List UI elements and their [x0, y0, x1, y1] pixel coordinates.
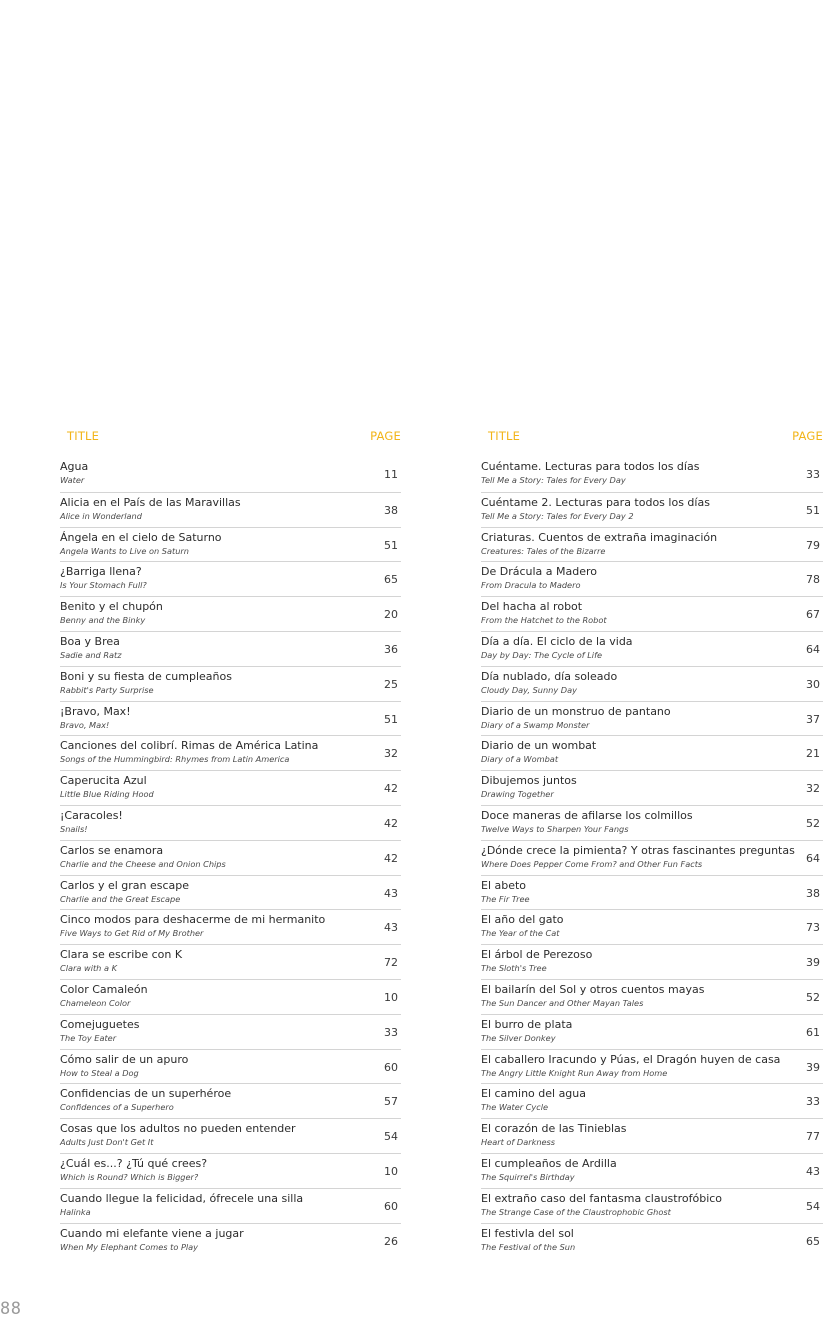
spanish-title: Cómo salir de un apuro: [60, 1052, 189, 1066]
page-column-heading: PAGE: [370, 429, 401, 443]
title-column-heading: TITLE: [67, 429, 100, 443]
page-ref: 33: [384, 1025, 398, 1039]
english-title: Benny and the Binky: [60, 615, 146, 626]
page-ref: 57: [384, 1095, 398, 1109]
index-entry: [481, 457, 823, 492]
spanish-title: Cinco modos para deshacerme de mi hermanito: [60, 913, 326, 927]
index-entry: [481, 944, 823, 979]
index-entry: [481, 1153, 823, 1188]
page-ref: 21: [806, 747, 820, 761]
spanish-title: Cuéntame. Lecturas para todos los días: [481, 460, 700, 473]
index-entry: [481, 561, 823, 596]
spanish-title: Caperucita Azul: [60, 774, 147, 788]
english-title: The Water Cycle: [481, 1102, 549, 1113]
index-entry: [60, 979, 401, 1014]
english-title: How to Steal a Dog: [60, 1067, 139, 1078]
index-entry: [60, 735, 401, 770]
spanish-title: ¿Cuál es...? ¿Tú qué crees?: [60, 1156, 208, 1170]
page-ref: 43: [384, 886, 398, 900]
title-column-heading: TITLE: [488, 429, 521, 443]
page-ref: 39: [806, 1060, 820, 1074]
index-entry: [481, 909, 823, 944]
english-title: Chameleon Color: [60, 997, 131, 1008]
index-entry: [60, 1049, 401, 1084]
page-number: 88: [0, 1299, 22, 1319]
index-entry: [481, 596, 823, 631]
index-entry: [60, 805, 401, 840]
english-title: When My Elephant Comes to Play: [60, 1241, 199, 1252]
spanish-title: Boa y Brea: [60, 634, 120, 648]
index-entry: [481, 770, 823, 805]
page-ref: 43: [384, 921, 398, 935]
spanish-title: El extraño caso del fantasma claustrofóbico: [481, 1191, 723, 1205]
english-title: Drawing Together: [481, 789, 554, 800]
index-entry: [481, 666, 823, 701]
index-entry: [60, 1223, 401, 1258]
spanish-title: Benito y el chupón: [60, 600, 163, 614]
spanish-title: Diario de un monstruo de pantano: [481, 704, 671, 718]
english-title: The Strange Case of the Claustrophobic Ghost: [481, 1206, 671, 1217]
spanish-title: El cumpleaños de Ardilla: [481, 1156, 617, 1170]
spanish-title: El camino del agua: [481, 1087, 586, 1101]
page-ref: 43: [806, 1164, 820, 1178]
spanish-title: Día nublado, día soleado: [481, 669, 618, 683]
english-title: The Sloth's Tree: [481, 963, 547, 974]
english-title: Bravo, Max!: [60, 719, 110, 730]
spanish-title: Criaturas. Cuentos de extraña imaginación: [481, 530, 718, 544]
index-entry: [481, 492, 823, 527]
page-ref: 33: [806, 468, 820, 481]
english-title: Angela Wants to Live on Saturn: [60, 545, 189, 556]
index-entry: [60, 944, 401, 979]
index-entry: [60, 1188, 401, 1223]
page-column-heading: PAGE: [792, 429, 823, 443]
spanish-title: Alicia en el País de las Maravillas: [60, 495, 241, 509]
spanish-title: Ángela en el cielo de Saturno: [60, 530, 222, 544]
spanish-title: El árbol de Perezoso: [481, 948, 593, 962]
english-title: Where Does Pepper Come From? and Other Fun Facts: [481, 858, 703, 869]
spanish-title: El corazón de las Tinieblas: [481, 1122, 627, 1136]
english-title: The Year of the Cat: [481, 928, 560, 939]
page-ref: 42: [384, 782, 398, 796]
page-ref: 30: [806, 677, 820, 691]
spanish-title: De Drácula a Madero: [481, 565, 598, 579]
english-title: Adults Just Don't Get It: [60, 1137, 154, 1148]
index-entry: [60, 840, 401, 875]
spanish-title: Diario de un wombat: [481, 739, 597, 753]
index-entry: [481, 1223, 823, 1258]
spanish-title: Canciones del colibrí. Rimas de América Latina: [60, 739, 319, 753]
english-title: From the Hatchet to the Robot: [481, 615, 607, 626]
spanish-title: Carlos se enamora: [60, 843, 164, 857]
spanish-title: Clara se escribe con K: [60, 948, 183, 962]
spanish-title: ¡Caracoles!: [60, 808, 123, 822]
page-ref: 61: [806, 1025, 820, 1039]
page-ref: 64: [806, 642, 820, 656]
index-entry: [481, 1083, 823, 1118]
index-entry: [60, 492, 401, 527]
index-entry: [60, 875, 401, 910]
page-ref: 32: [806, 782, 820, 796]
page-ref: 78: [806, 573, 820, 587]
index-entry: [481, 979, 823, 1014]
spanish-title: ¿Dónde crece la pimienta? Y otras fascinantes preguntas: [481, 843, 795, 857]
page-ref: 64: [806, 851, 820, 865]
page-ref: 60: [384, 1199, 398, 1213]
index-entry: [60, 631, 401, 666]
english-title: Five Ways to Get Rid of My Brother: [60, 928, 204, 939]
english-title: Rabbit's Party Surprise: [60, 684, 154, 695]
index-entry: [60, 561, 401, 596]
spanish-title: Cuando mi elefante viene a jugar: [60, 1226, 244, 1240]
spanish-title: Cosas que los adultos no pueden entender: [60, 1122, 296, 1136]
english-title: The Festival of the Sun: [481, 1241, 576, 1252]
page-ref: 72: [384, 956, 398, 970]
page-ref: 38: [384, 503, 398, 517]
spanish-title: Carlos y el gran escape: [60, 878, 190, 892]
page-ref: 67: [806, 608, 820, 622]
index-entry: [60, 666, 401, 701]
english-title: Sadie and Ratz: [60, 649, 122, 660]
english-title: Cloudy Day, Sunny Day: [481, 684, 577, 695]
english-title: Confidences of a Superhero: [60, 1102, 174, 1113]
english-title: Creatures: Tales of the Bizarre: [481, 545, 606, 556]
spanish-title: Doce maneras de afilarse los colmillos: [481, 808, 693, 822]
index-entry: [60, 1014, 401, 1049]
spanish-title: Color Camaleón: [60, 982, 148, 996]
page-ref: 42: [384, 851, 398, 865]
page-ref: 51: [384, 712, 398, 726]
english-title: Songs of the Hummingbird: Rhymes from Latin America: [60, 754, 290, 765]
page-ref: 32: [384, 747, 398, 761]
english-title: The Fir Tree: [481, 893, 530, 904]
index-entry: [60, 909, 401, 944]
english-title: The Sun Dancer and Other Mayan Tales: [481, 997, 644, 1008]
spanish-title: El caballero Iracundo y Púas, el Dragón huyen de casa: [481, 1052, 781, 1066]
page-ref: 52: [806, 816, 820, 830]
english-title: The Angry Little Knight Run Away from Home: [481, 1067, 668, 1078]
english-title: Water: [60, 475, 85, 485]
page-ref: 36: [384, 642, 398, 656]
spanish-title: El abeto: [481, 878, 527, 892]
page-ref: 42: [384, 816, 398, 830]
english-title: Snails!: [60, 823, 88, 834]
index-entry: [60, 770, 401, 805]
page-ref: 52: [806, 990, 820, 1004]
page-ref: 51: [806, 503, 820, 517]
page-ref: 73: [806, 921, 820, 935]
page-ref: 33: [806, 1095, 820, 1109]
english-title: Is Your Stomach Full?: [60, 580, 147, 591]
english-title: Charlie and the Cheese and Onion Chips: [60, 858, 226, 869]
index-entry: [60, 596, 401, 631]
spanish-title: Agua: [60, 460, 89, 473]
english-title: Diary of a Wombat: [481, 754, 559, 765]
english-title: Twelve Ways to Sharpen Your Fangs: [481, 823, 629, 834]
index-entry: [481, 735, 823, 770]
english-title: Halinka: [60, 1206, 91, 1217]
index-entry: [481, 875, 823, 910]
english-title: The Toy Eater: [60, 1032, 117, 1043]
index-entry: [481, 527, 823, 562]
english-title: Diary of a Swamp Monster: [481, 719, 590, 730]
page-ref: 65: [384, 573, 398, 587]
english-title: Clara with a K: [60, 963, 117, 974]
spanish-title: Boni y su fiesta de cumpleaños: [60, 669, 232, 683]
spanish-title: Día a día. El ciclo de la vida: [481, 634, 633, 648]
page-ref: 54: [806, 1199, 820, 1213]
english-title: Tell Me a Story: Tales for Every Day 2: [481, 510, 634, 521]
index-column-left: [60, 427, 401, 1257]
index-entry: [60, 457, 401, 492]
index-entry: [60, 1083, 401, 1118]
page-ref: 11: [384, 468, 398, 481]
index-entry: [481, 1118, 823, 1153]
spanish-title: El burro de plata: [481, 1017, 573, 1031]
entry-list: [60, 457, 401, 1257]
index-entry: [60, 1153, 401, 1188]
spanish-title: Del hacha al robot: [481, 600, 583, 614]
spanish-title: Cuéntame 2. Lecturas para todos los días: [481, 495, 710, 509]
page-ref: 77: [806, 1130, 820, 1144]
index-entry: [60, 1118, 401, 1153]
column-header: [60, 427, 401, 443]
english-title: Charlie and the Great Escape: [60, 893, 181, 904]
page-ref: 39: [806, 956, 820, 970]
page-ref: 10: [384, 1164, 398, 1178]
spanish-title: ¡Bravo, Max!: [60, 704, 131, 718]
spanish-title: Cuando llegue la felicidad, ófrecele una silla: [60, 1191, 304, 1205]
index-entry: [481, 805, 823, 840]
page-ref: 25: [384, 677, 398, 691]
english-title: Which is Round? Which is Bigger?: [60, 1171, 199, 1182]
index-column-right: [481, 427, 823, 1257]
spanish-title: El festivla del sol: [481, 1226, 574, 1240]
column-header: [481, 427, 823, 443]
spanish-title: Comejuguetes: [60, 1017, 140, 1031]
index-entry: [481, 701, 823, 736]
spanish-title: El bailarín del Sol y otros cuentos mayas: [481, 982, 705, 996]
page-ref: 65: [806, 1234, 820, 1248]
index-entry: [481, 1014, 823, 1049]
english-title: Day by Day: The Cycle of Life: [481, 649, 603, 660]
english-title: Heart of Darkness: [481, 1137, 556, 1148]
page-ref: 38: [806, 886, 820, 900]
english-title: The Squirrel's Birthday: [481, 1171, 575, 1182]
index-entry: [60, 701, 401, 736]
english-title: Little Blue Riding Hood: [60, 789, 154, 800]
english-title: The Silver Donkey: [481, 1032, 556, 1043]
page-ref: 54: [384, 1130, 398, 1144]
page-ref: 51: [384, 538, 398, 552]
english-title: Tell Me a Story: Tales for Every Day: [481, 475, 626, 485]
page-ref: 20: [384, 608, 398, 622]
page-ref: 37: [806, 712, 820, 726]
page-ref: 60: [384, 1060, 398, 1074]
spanish-title: Dibujemos juntos: [481, 774, 577, 788]
page-ref: 79: [806, 538, 820, 552]
page-ref: 26: [384, 1234, 398, 1248]
page-ref: 10: [384, 990, 398, 1004]
index-entry: [481, 1188, 823, 1223]
spanish-title: Confidencias de un superhéroe: [60, 1087, 232, 1101]
english-title: From Dracula to Madero: [481, 580, 581, 591]
index-entry: [60, 527, 401, 562]
english-title: Alice in Wonderland: [60, 510, 142, 521]
spanish-title: El año del gato: [481, 913, 564, 927]
index-entry: [481, 1049, 823, 1084]
index-entry: [481, 840, 823, 875]
spanish-title: ¿Barriga llena?: [60, 565, 142, 579]
entry-list: [481, 457, 823, 1257]
index-entry: [481, 631, 823, 666]
